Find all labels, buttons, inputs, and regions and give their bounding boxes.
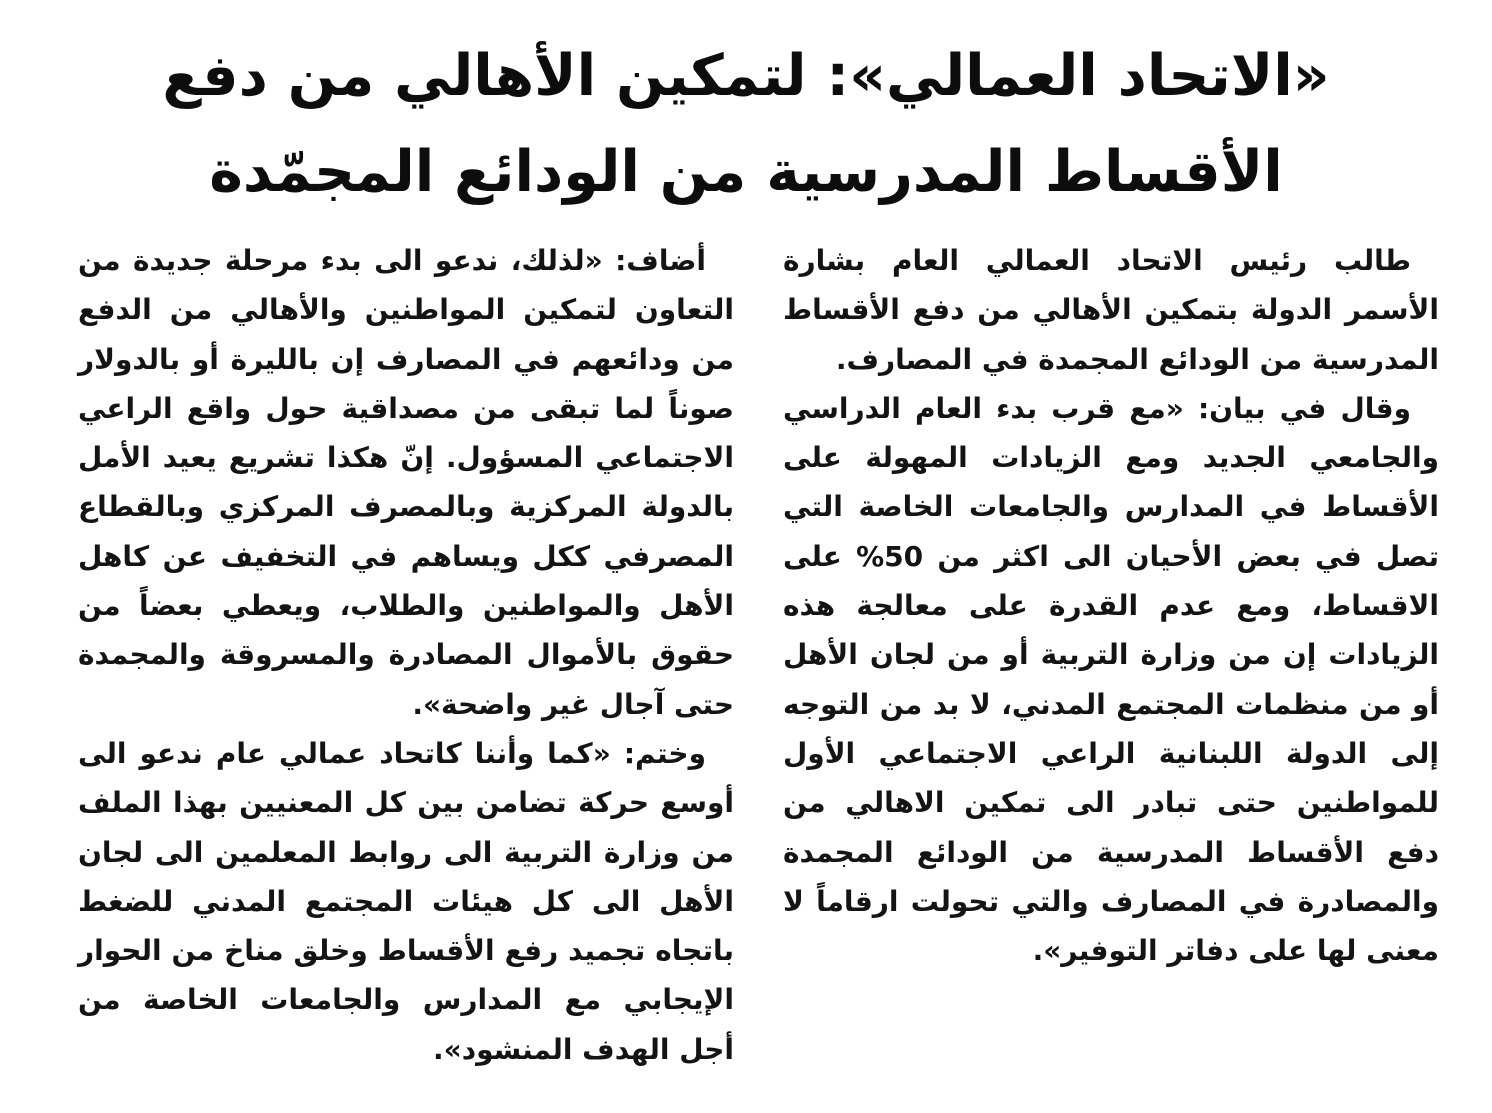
headline — [150, 28, 1342, 220]
headline-line-2: الأقساط المدرسية من الودائع المجمّدة — [209, 139, 1283, 205]
article-column-right — [783, 236, 1439, 975]
article-column-left — [78, 236, 734, 1074]
body-paragraph: وختم: «كما وأننا كاتحاد عمالي عام ندعو الى أوسع حركة تضامن بين كل المعنيين بهذا الملف من وزارة التربية الى روابط المعلمين الى لجان الأهل الى كل هيئات المجتمع المدني للضغط باتجاه تجميد رفع الأقساط وخلق مناخ من الحوار الإيجابي مع المدارس والجامعات الخاصة من أجل الهدف المنشود». — [78, 736, 734, 1066]
body-paragraph: أضاف: «لذلك، ندعو الى بدء مرحلة جديدة من التعاون لتمكين المواطنين والأهالي من الدفع من ودائعهم في المصارف إن بالليرة أو بالدولار صوناً لما تبقى من مصداقية حول واقع الراعي الاجتماعي المسؤول. إنّ هكذا تشريع يعيد الأمل بالدولة المركزية وبالمصرف المركزي وبالقطاع المصرفي ككل ويساهم في التخفيف عن كاهل الأهل والمواطنين والطلاب، ويعطي بعضاً من حقوق بالأموال المصادرة والمسروقة والمجمدة حتى آجال غير واضحة». — [78, 244, 734, 721]
body-paragraph: وقال في بيان: «مع قرب بدء العام الدراسي والجامعي الجديد ومع الزيادات المهولة على الأقساط في المدارس والجامعات الخاصة التي تصل في بعض الأحيان الى اكثر من 50% على الاقساط، ومع عدم القدرة على معالجة هذه الزيادات إن من وزارة التربية أو من لجان الأهل أو من منظمات المجتمع المدني، لا بد من التوجه إلى الدولة اللبنانية الراعي الاجتماعي الأول للمواطنين حتى تبادر الى تمكين الاهالي من دفع الأقساط المدرسية من الودائع المجمدة والمصادرة في المصارف والتي تحولت ارقاماً لا معنى لها على دفاتر التوفير». — [783, 391, 1440, 968]
headline-line-1: «الاتحاد العمالي»: لتمكين الأهالي من دفع — [162, 43, 1330, 109]
body-paragraph: طالب رئيس الاتحاد العمالي العام بشارة الأسمر الدولة بتمكين الأهالي من دفع الأقساط المدرسية من الودائع المجمدة في المصارف. — [783, 244, 1439, 376]
